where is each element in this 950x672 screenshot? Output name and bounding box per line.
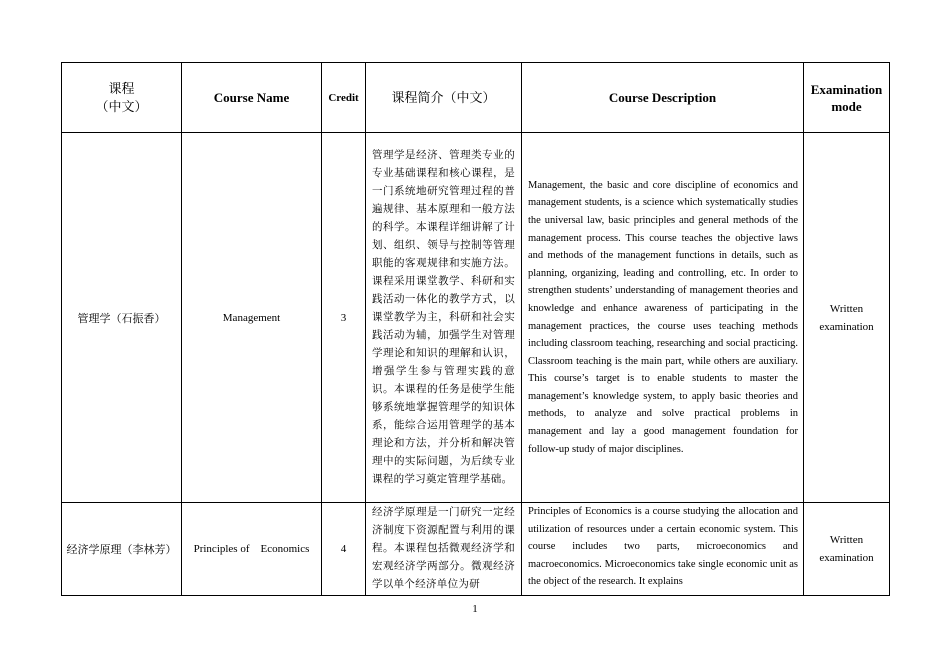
header-description: Course Description [522, 63, 804, 133]
credit-cell: 3 [322, 133, 366, 503]
description-cell [522, 503, 804, 596]
description-text: Principles of Economics is a course studying the allocation and utilization of resources under a certain economic system. This course includes two parts, microeconomics and macroeconomics. Microeconomics take single economic unit as the object of the research. It explains [528, 506, 798, 588]
exam-mode-line1: Written [829, 534, 864, 546]
header-intro-zh: 课程简介（中文） [366, 63, 522, 133]
header-credit: Credit [322, 63, 366, 133]
exam-mode-cell [804, 133, 890, 503]
header-row [62, 63, 890, 133]
table-row [62, 133, 890, 503]
intro-zh-text: 经济学原理是一门研究一定经济制度下资源配置与利用的课程。本课程包括微观经济学和宏观经济学两部分。微观经济学以单个经济单位为研 [372, 507, 515, 590]
exam-mode-line1: Written [829, 302, 864, 315]
header-course-zh-line2: （中文） [95, 98, 148, 114]
course-table [61, 62, 890, 596]
intro-zh-cell: 管理学是经济、管理类专业的专业基础课程和核心课程，是一门系统地研究管理过程的普遍规律、基本原理和一般方法的科学。本课程详细讲解了计划、组织、领导与控制等管理职能的客观规律和实施方法。课程采用课堂教学、科研和实践活动一体化的教学方式，以课堂教学为主，科研和社会实践活动为辅，加强学生对管理学理论和知识的理解和认识，增强学生参与管理实践的意识。本课程的任务是使学生能够系统地掌握管理学的知识体系，能综合运用管理学的基本理论和方法，并分析和解决管理中的实际问题，为后续专业课程的学习奠定管理学基础。 [366, 133, 522, 503]
header-course-zh [62, 63, 182, 133]
header-exam-mode [804, 63, 890, 133]
intro-zh-cell [366, 503, 522, 596]
table-row [62, 503, 890, 596]
page-number: 1 [472, 603, 478, 615]
credit-cell: 4 [322, 503, 366, 596]
course-zh-cell: 经济学原理（李林芳） [62, 503, 182, 596]
header-exam-line1: Examination [810, 81, 883, 97]
exam-mode-line2: examination [819, 552, 874, 564]
description-cell: Management, the basic and core discipline of economics and management students, is a science which systematically studies the universal law, basic principles and general methods of the management process. This course teaches the objective laws and methods of the management functions in details, such as planning, organizing, leading and controlling, etc. In order to strengthen students’ understanding of management theories and knowledge and enhance awareness of participating in the management practices, the course uses teaching methods including classroom teaching, researching and social practicing. Classroom teaching is the main part, while others are auxiliary. This course’s target is to enable students to master the management’s knowledge system, to apply basic theories and methods, to analyze and solve practical problems in management and lay a good management foundation for follow-up study of major disciplines. [522, 133, 804, 503]
course-name-cell: Management [182, 133, 322, 503]
course-name-cell: Principles of Economics [182, 503, 322, 596]
exam-mode-cell [804, 503, 890, 596]
course-zh-cell: 管理学（石振香） [62, 133, 182, 503]
header-course-zh-line1: 课程 [108, 80, 135, 96]
header-exam-line2: mode [831, 98, 862, 114]
exam-mode-line2: examination [819, 320, 874, 333]
header-course-name: Course Name [182, 63, 322, 133]
